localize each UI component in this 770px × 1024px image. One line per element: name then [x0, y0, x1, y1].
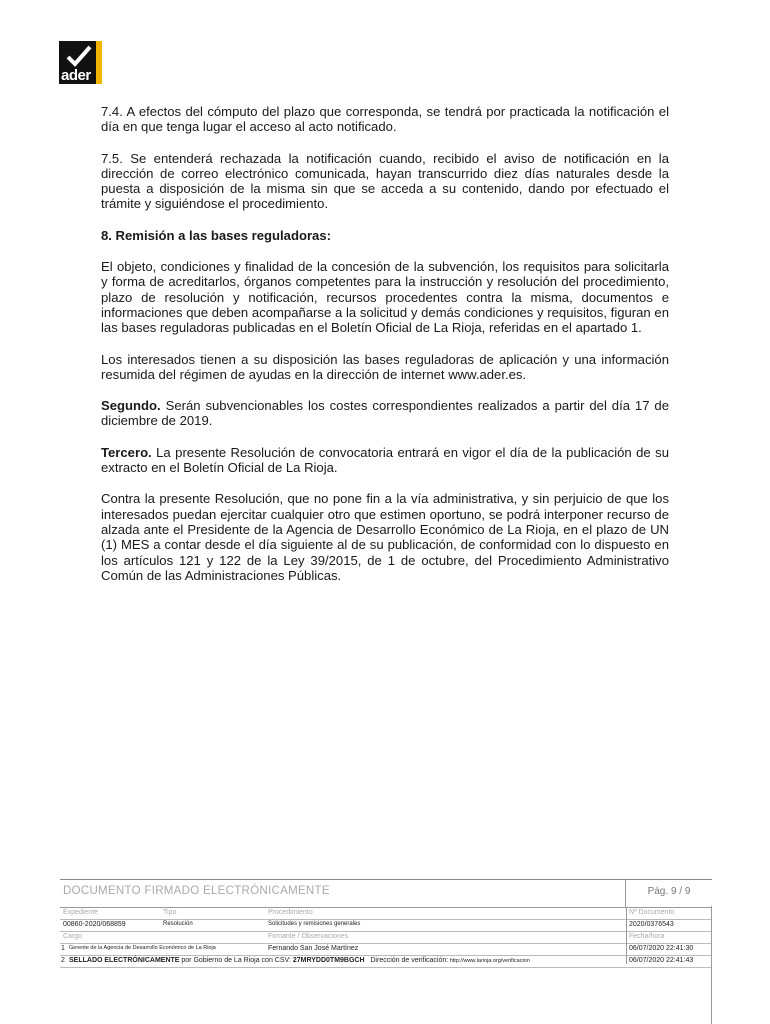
verification-label: Dirección de verificación:: [370, 957, 449, 964]
page-separator: /: [679, 886, 683, 897]
paragraph-7-5: 7.5. Se entenderá rechazada la notificación cuando, recibido el aviso de notificación en la dirección de correo electrónico comunicada, hayan transcurrido diez días naturales desde la puesta a disposición de la misma sin que se acceda a su contenido, dando por efectuado el trámite y siguiéndose el procedimiento.: [101, 150, 669, 212]
signer-position: Gerente de la Agencia de Desarrollo Económico de La Rioja: [69, 945, 216, 951]
segundo-text: Serán subvencionables los costes correspondientes realizados a partir del día 17 de diciembre de 2019.: [101, 398, 669, 429]
procedimiento-value: Solicitudes y remisiones generales: [268, 921, 361, 927]
header-expediente: Expediente: [63, 909, 99, 916]
header-ndoc: Nº Documento: [629, 909, 675, 916]
section-8-heading: 8. Remisión a las bases reguladoras:: [101, 227, 331, 243]
footer-header-row-2: [60, 932, 712, 944]
tipo-value: Resolución: [163, 921, 193, 927]
logo-text: ader: [61, 67, 91, 84]
seal-label: SELLADO ELECTRÓNICAMENTE: [69, 957, 180, 964]
margin-line: [711, 906, 712, 1024]
header-procedimiento: Procedimiento: [268, 909, 313, 916]
signature-row-2: [60, 956, 712, 968]
ader-logo: [59, 41, 102, 84]
signature-number: 1: [61, 945, 65, 952]
verification-url[interactable]: http://www.larioja.org/verificacion: [448, 958, 530, 964]
document-body: [101, 104, 669, 599]
expediente-value: 00860-2020/068859: [63, 921, 126, 928]
signature-row-1: [60, 944, 712, 956]
signature-footer: [60, 879, 712, 968]
footer-data-row-1: [60, 920, 712, 932]
header-firmante: Firmante / Observaciones: [268, 933, 349, 940]
header-tipo: Tipo: [163, 909, 177, 916]
footer-title: DOCUMENTO FIRMADO ELECTRÓNICAMENTE: [63, 885, 330, 897]
paragraph-tercero: [101, 445, 669, 476]
ndoc-value: 2020/0376543: [629, 921, 674, 928]
tercero-text: La presente Resolución de convocatoria entrará en vigor el día de la publicación de su extracto en el Boletín Oficial de La Rioja.: [101, 444, 669, 476]
signer-name: Fernando San José Martínez: [268, 945, 359, 952]
paragraph-8-a: El objeto, condiciones y finalidad de la concesión de la subvención, los requisitos para solicitarla y forma de acreditarlos, órganos competentes para la instrucción y resolución del procedimiento, plazo de resolución y notificación, recursos procedentes contra la misma, documentos e informaciones que deben acompañarse a la solicitud y demás condiciones y requisitos, figuran en las bases reguladoras publicadas en el Boletín Oficial de La Rioja, referidas en el apartado 1.: [101, 259, 669, 336]
paragraph-8-b: Los interesados tienen a su disposición las bases reguladoras de aplicación y una información resumida del régimen de ayudas en la dirección de internet www.ader.es.: [101, 351, 669, 382]
seal-text: [69, 957, 530, 964]
seal-date: 06/07/2020 22:41:43: [629, 957, 694, 964]
signature-date: 06/07/2020 22:41:30: [629, 945, 694, 952]
tercero-label: Tercero.: [101, 444, 152, 460]
page-total: 9: [684, 886, 691, 897]
seal-by: por Gobierno de La Rioja con CSV:: [179, 957, 293, 964]
footer-header-row-1: [60, 908, 712, 920]
header-cargo: Cargo: [63, 933, 83, 940]
page-indicator: [625, 880, 712, 907]
paragraph-7-4: 7.4. A efectos del cómputo del plazo que corresponda, se tendrá por practicada la notificación el día en que tenga lugar el acceso al acto notificado.: [101, 104, 669, 135]
segundo-label: Segundo.: [101, 398, 161, 414]
paragraph-recurso: Contra la presente Resolución, que no pone fin a la vía administrativa, y sin perjuicio de que los interesados puedan ejercitar cualquier otro que estimen oportuno, se podrá interponer recurso de alzada ante el Presidente de la Agencia de Desarrollo Económico de La Rioja, en el plazo de UN (1) MES a contar desde el día siguiente al de su publicación, de conformidad con lo dispuesto en los artículos 121 y 122 de la Ley 39/2015, de 1 de octubre, del Procedimiento Administrativo Común de las Administraciones Públicas.: [101, 491, 669, 583]
page-current: 9: [670, 886, 677, 897]
paragraph-segundo: [101, 398, 669, 429]
header-fecha: Fecha/hora: [629, 933, 665, 940]
seal-number: 2: [61, 957, 65, 964]
page-label: Pág.: [647, 886, 669, 897]
csv-code: 27MRYDD0TM9BGCH: [292, 957, 365, 964]
